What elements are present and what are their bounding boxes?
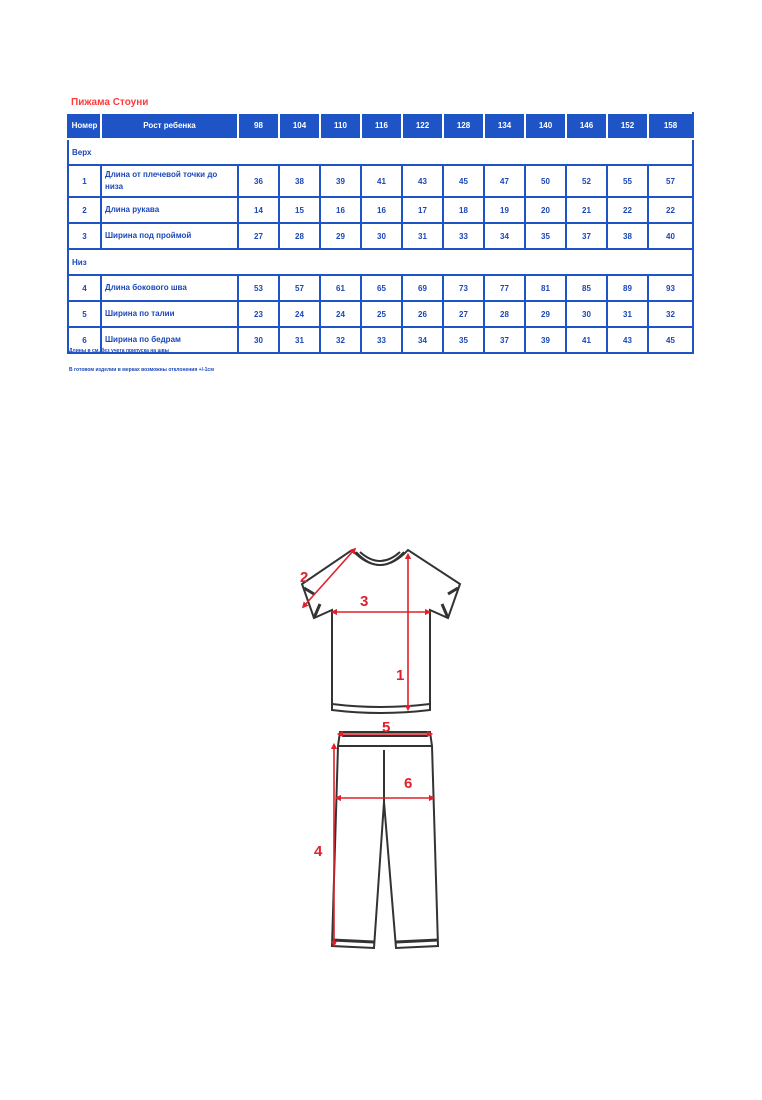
cell-value: 24: [320, 301, 361, 327]
row-label: Ширина по талии: [101, 301, 238, 327]
cell-value: 27: [443, 301, 484, 327]
marker-5: 5: [382, 719, 391, 736]
cell-value: 52: [566, 165, 607, 197]
cell-value: 19: [484, 197, 525, 223]
cell-value: 24: [279, 301, 320, 327]
table-row: [68, 301, 693, 327]
cell-value: 37: [484, 327, 525, 353]
cell-value: 31: [402, 223, 443, 249]
cell-value: 39: [320, 165, 361, 197]
cell-value: 43: [402, 165, 443, 197]
table-header-row: [68, 113, 693, 139]
section-label: Низ: [68, 249, 693, 275]
cell-value: 27: [238, 223, 279, 249]
section-row-top: [68, 139, 693, 165]
header-height: Рост ребенка: [101, 113, 238, 139]
marker-1: 1: [396, 667, 405, 684]
row-number: 4: [68, 275, 101, 301]
row-number: 1: [68, 165, 101, 197]
cell-value: 22: [607, 197, 648, 223]
cell-value: 14: [238, 197, 279, 223]
row-number: 6: [68, 327, 101, 353]
cell-value: 69: [402, 275, 443, 301]
marker-6: 6: [404, 775, 413, 792]
cell-value: 28: [279, 223, 320, 249]
cell-value: 50: [525, 165, 566, 197]
cell-value: 65: [361, 275, 402, 301]
cell-value: 18: [443, 197, 484, 223]
cell-value: 61: [320, 275, 361, 301]
tshirt-outline: [302, 550, 460, 713]
cell-value: 55: [607, 165, 648, 197]
table-row: [68, 197, 693, 223]
cell-value: 31: [607, 301, 648, 327]
cell-value: 29: [320, 223, 361, 249]
pajama-measurement-diagram: [290, 540, 480, 960]
note-tolerance: В готовом изделии в мерках возможны отклонения +/-1см: [69, 367, 214, 373]
header-size: 134: [484, 113, 525, 139]
cell-value: 29: [525, 301, 566, 327]
row-label: Длина рукава: [101, 197, 238, 223]
size-table: [67, 112, 694, 354]
table-row: [68, 275, 693, 301]
cell-value: 81: [525, 275, 566, 301]
header-size: 116: [361, 113, 402, 139]
cell-value: 41: [361, 165, 402, 197]
cell-value: 32: [648, 301, 693, 327]
cell-value: 40: [648, 223, 693, 249]
row-number: 5: [68, 301, 101, 327]
cell-value: 16: [361, 197, 402, 223]
cell-value: 45: [648, 327, 693, 353]
cell-value: 39: [525, 327, 566, 353]
marker-3: 3: [360, 593, 369, 610]
header-size: 158: [648, 113, 693, 139]
document-title: Пижама Стоуни: [71, 97, 149, 108]
cell-value: 57: [279, 275, 320, 301]
row-label: Длина от плечевой точки до низа: [101, 165, 238, 197]
cell-value: 47: [484, 165, 525, 197]
row-label: Ширина под проймой: [101, 223, 238, 249]
header-size: 122: [402, 113, 443, 139]
cell-value: 73: [443, 275, 484, 301]
cell-value: 38: [279, 165, 320, 197]
cell-value: 34: [402, 327, 443, 353]
cell-value: 37: [566, 223, 607, 249]
marker-4: 4: [314, 843, 323, 860]
cell-value: 20: [525, 197, 566, 223]
row-number: 2: [68, 197, 101, 223]
cell-value: 25: [361, 301, 402, 327]
header-size: 98: [238, 113, 279, 139]
cell-value: 36: [238, 165, 279, 197]
cell-value: 31: [279, 327, 320, 353]
cell-value: 33: [443, 223, 484, 249]
cell-value: 21: [566, 197, 607, 223]
row-label: Длина бокового шва: [101, 275, 238, 301]
cell-value: 45: [443, 165, 484, 197]
cell-value: 85: [566, 275, 607, 301]
header-size: 152: [607, 113, 648, 139]
row-number: 3: [68, 223, 101, 249]
cell-value: 26: [402, 301, 443, 327]
cell-value: 33: [361, 327, 402, 353]
cell-value: 30: [566, 301, 607, 327]
cell-value: 38: [607, 223, 648, 249]
cell-value: 57: [648, 165, 693, 197]
cell-value: 93: [648, 275, 693, 301]
marker-2: 2: [300, 569, 309, 586]
section-label: Верх: [68, 139, 693, 165]
section-row-bottom: [68, 249, 693, 275]
cell-value: 16: [320, 197, 361, 223]
cell-value: 53: [238, 275, 279, 301]
cell-value: 77: [484, 275, 525, 301]
header-size: 128: [443, 113, 484, 139]
header-size: 104: [279, 113, 320, 139]
row-label: Ширина по бедрам: [101, 327, 238, 353]
cell-value: 15: [279, 197, 320, 223]
cell-value: 89: [607, 275, 648, 301]
table-row: [68, 223, 693, 249]
cell-value: 17: [402, 197, 443, 223]
cell-value: 35: [525, 223, 566, 249]
cell-value: 22: [648, 197, 693, 223]
cell-value: 30: [238, 327, 279, 353]
table-row: [68, 165, 693, 197]
header-size: 146: [566, 113, 607, 139]
cell-value: 43: [607, 327, 648, 353]
note-seam-allowance: Длины в см, без учета припуска на швы: [69, 348, 169, 354]
cell-value: 32: [320, 327, 361, 353]
header-number: Номер: [68, 113, 101, 139]
cell-value: 41: [566, 327, 607, 353]
header-size: 110: [320, 113, 361, 139]
cell-value: 23: [238, 301, 279, 327]
cell-value: 30: [361, 223, 402, 249]
pants-outline: [332, 732, 438, 948]
cell-value: 28: [484, 301, 525, 327]
cell-value: 34: [484, 223, 525, 249]
header-size: 140: [525, 113, 566, 139]
cell-value: 35: [443, 327, 484, 353]
